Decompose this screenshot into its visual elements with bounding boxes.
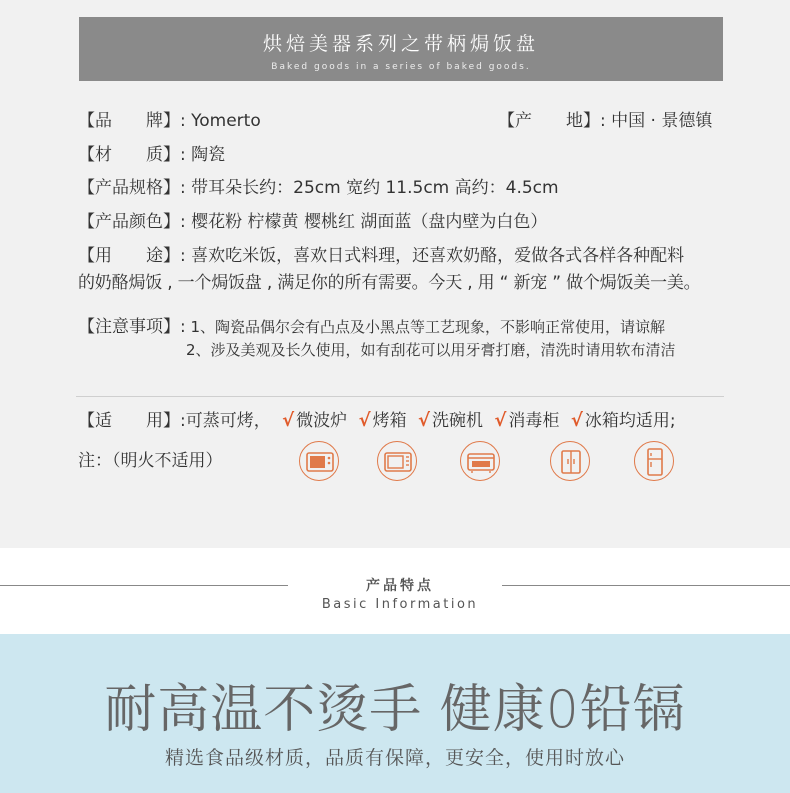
spec-material-value: 陶瓷 bbox=[191, 145, 226, 165]
spec-size bbox=[78, 177, 559, 199]
section-title: 产品特点 bbox=[366, 578, 434, 594]
feature-subtitle: 精选食品级材质，品质有保障，更安全，使用时放心 bbox=[164, 747, 625, 769]
spec-material-label: 【材 质】: bbox=[78, 145, 186, 165]
applicable-item: 烤箱 bbox=[372, 411, 407, 431]
spec-origin-label: 【产 地】: bbox=[498, 111, 606, 131]
banner-title: 烘焙美器系列之带柄焗饭盘 bbox=[262, 33, 539, 55]
applicable-item: 消毒柜 bbox=[508, 411, 560, 431]
check-icon: √ bbox=[282, 410, 295, 431]
spec-brand-value: Yomerto bbox=[191, 111, 261, 131]
applicable-label: 【适 用】: bbox=[78, 411, 186, 431]
oven-icon bbox=[377, 441, 417, 481]
spec-usage-line1: 喜欢吃米饭，喜欢日式料理，还喜欢奶酪，爱做各式各样各种配料 bbox=[191, 246, 685, 266]
check-icon: √ bbox=[494, 410, 507, 431]
spec-origin bbox=[498, 110, 712, 132]
section-line-left bbox=[0, 585, 288, 586]
spec-brand bbox=[78, 110, 261, 132]
spec-usage-line2: 的奶酪焗饭 , 一个焗饭盘 , 满足你的所有需要。今天 , 用 “ 新宠 ” 做个焗饭美一美。 bbox=[78, 273, 701, 293]
applicable-item: 微波炉 bbox=[296, 411, 348, 431]
banner-subtitle: Baked goods in a series of baked goods. bbox=[271, 62, 531, 72]
check-icon: √ bbox=[417, 410, 430, 431]
sterilizer-cabinet-icon bbox=[550, 441, 590, 481]
spec-color-value: 樱花粉 柠檬黄 樱桃红 湖面蓝（盘内壁为白色） bbox=[191, 212, 548, 232]
spec-color bbox=[78, 211, 547, 233]
spec-notice bbox=[78, 316, 665, 338]
spec-notice-line1: 1、陶瓷品偶尔会有凸点及小黑点等工艺现象，不影响正常使用，请谅解 bbox=[190, 318, 666, 336]
feature-title: 耐高温不烫手 健康0铅镉 bbox=[104, 680, 686, 740]
refrigerator-icon bbox=[634, 441, 674, 481]
applicable-item: 冰箱均适用; bbox=[584, 411, 676, 431]
section-line-right bbox=[502, 585, 790, 586]
spec-size-label: 【产品规格】: bbox=[78, 178, 186, 198]
spec-origin-value: 中国 · 景德镇 bbox=[611, 111, 713, 131]
spec-usage bbox=[78, 245, 684, 267]
spec-usage-label: 【用 途】: bbox=[78, 246, 186, 266]
spec-notice-line2: 2、涉及美观及长久使用，如有刮花可以用牙膏打磨，清洗时请用软布清洁 bbox=[186, 341, 676, 359]
spec-brand-label: 【品 牌】: bbox=[78, 111, 186, 131]
open-flame-note: 注：（明火不适用） bbox=[78, 451, 223, 471]
title-banner bbox=[79, 17, 723, 81]
spec-notice-label: 【注意事项】: bbox=[78, 317, 186, 337]
applicable-item: 洗碗机 bbox=[432, 411, 483, 431]
applicable-row bbox=[78, 410, 676, 432]
feature-banner bbox=[0, 634, 790, 793]
dishwasher-icon bbox=[460, 441, 500, 481]
microwave-icon bbox=[299, 441, 339, 481]
applicable-intro: 可蒸可烤， bbox=[185, 411, 271, 431]
check-icon: √ bbox=[358, 410, 371, 431]
spec-size-value: 带耳朵长约：25cm 宽约 11.5cm 高约：4.5cm bbox=[191, 178, 559, 198]
spec-material bbox=[78, 144, 225, 166]
check-icon: √ bbox=[570, 410, 583, 431]
divider bbox=[76, 396, 724, 397]
spec-color-label: 【产品颜色】: bbox=[78, 212, 186, 232]
section-subtitle: Basic Information bbox=[321, 597, 479, 612]
